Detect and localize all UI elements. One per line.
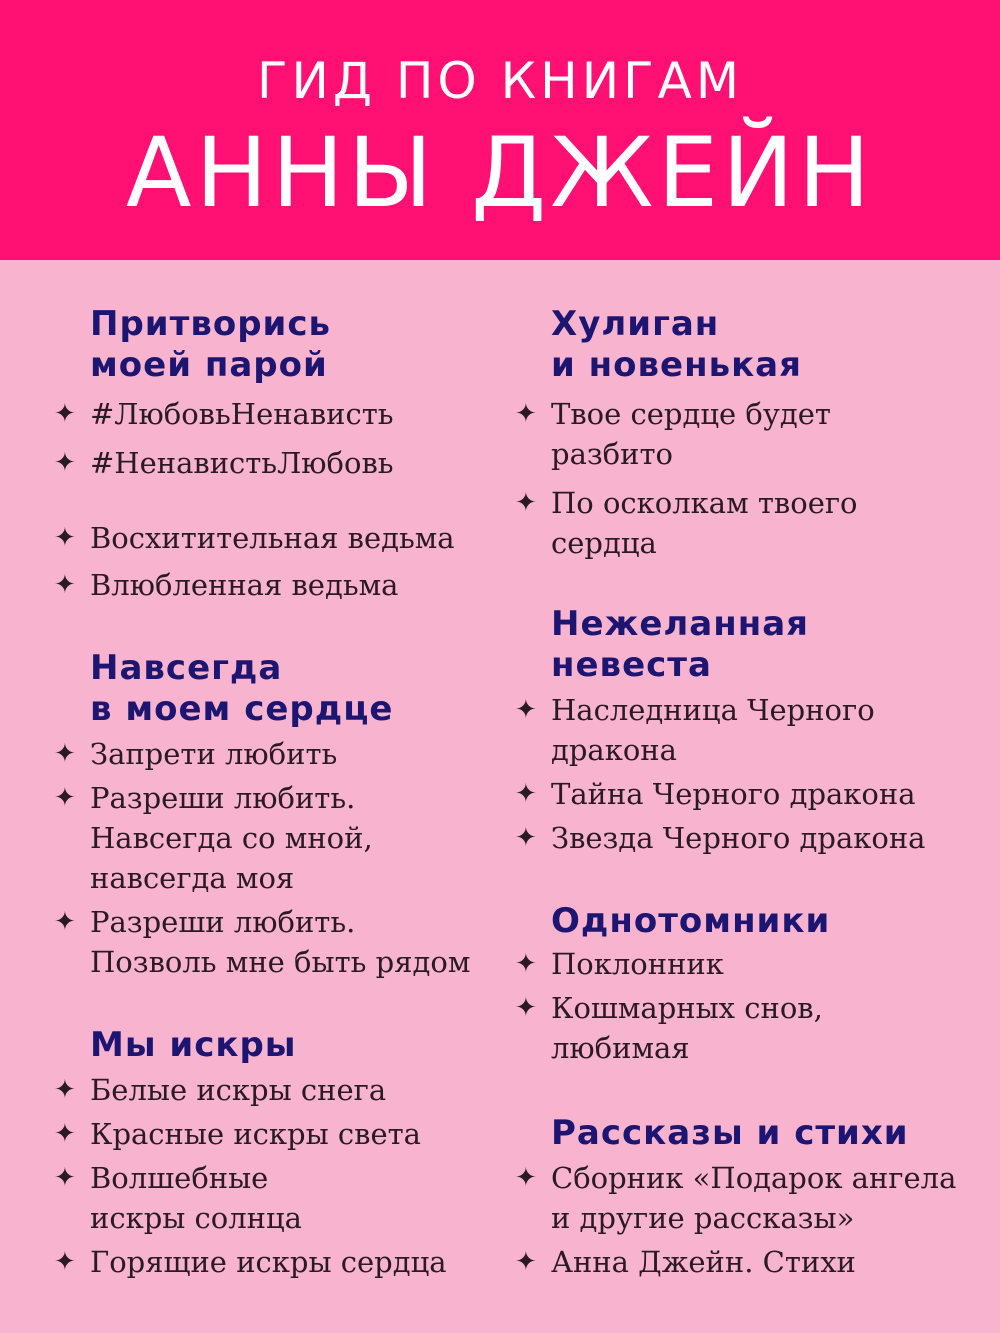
star-bullet-icon: ✦ bbox=[515, 1163, 537, 1193]
section-title: Рассказы и стихи bbox=[551, 1113, 909, 1153]
star-bullet-icon: ✦ bbox=[54, 1247, 76, 1277]
star-bullet-icon: ✦ bbox=[515, 823, 537, 853]
book-title: Разреши любить. Навсегда со мной, навсегда моя bbox=[90, 781, 373, 895]
star-bullet-icon: ✦ bbox=[54, 783, 76, 813]
book-item bbox=[515, 1242, 990, 1282]
book-item bbox=[515, 818, 985, 858]
book-title: Анна Джейн. Стихи bbox=[551, 1245, 856, 1279]
book-item bbox=[54, 1158, 494, 1238]
section-title: Притворись моей парой bbox=[90, 304, 332, 385]
book-title: Красные искры света bbox=[90, 1117, 421, 1151]
book-title: Тайна Черного дракона bbox=[551, 777, 916, 811]
book-title: Запрети любить bbox=[90, 737, 338, 771]
section-stories-and-poems bbox=[515, 1113, 990, 1282]
book-title: Кошмарных снов, любимая bbox=[551, 991, 823, 1065]
star-bullet-icon: ✦ bbox=[515, 779, 537, 809]
book-title: По осколкам твоего сердца bbox=[551, 486, 858, 560]
book-title: Твое сердце будет разбито bbox=[551, 397, 831, 471]
book-item bbox=[54, 394, 494, 434]
star-bullet-icon: ✦ bbox=[515, 1247, 537, 1277]
star-bullet-icon: ✦ bbox=[54, 448, 76, 478]
book-item bbox=[515, 774, 985, 814]
book-item bbox=[54, 443, 494, 483]
book-title: Разреши любить. Позволь мне быть рядом bbox=[90, 905, 471, 979]
book-item bbox=[54, 565, 494, 605]
star-bullet-icon: ✦ bbox=[54, 1075, 76, 1105]
book-guide-content bbox=[0, 260, 1000, 1333]
book-item bbox=[54, 778, 504, 898]
section-forever-in-my-heart bbox=[54, 648, 504, 982]
book-item bbox=[515, 1158, 990, 1238]
star-bullet-icon: ✦ bbox=[515, 399, 537, 429]
section-title: Нежеланная невеста bbox=[551, 604, 810, 685]
book-item bbox=[515, 483, 975, 563]
book-title: #ЛюбовьНенависть bbox=[90, 397, 394, 431]
section-we-are-sparks bbox=[54, 1025, 494, 1282]
book-item bbox=[54, 1070, 494, 1110]
book-title: Влюбленная ведьма bbox=[90, 568, 399, 602]
book-item bbox=[54, 734, 504, 774]
book-title: Волшебные искры солнца bbox=[90, 1161, 302, 1235]
book-item bbox=[515, 690, 985, 770]
star-bullet-icon: ✦ bbox=[54, 907, 76, 937]
header-title: АННЫ ДЖЕЙН bbox=[125, 117, 875, 229]
header-banner bbox=[0, 0, 1000, 260]
star-bullet-icon: ✦ bbox=[54, 523, 76, 553]
star-bullet-icon: ✦ bbox=[54, 1163, 76, 1193]
section-standalones bbox=[515, 901, 975, 1068]
book-item bbox=[54, 1114, 494, 1154]
star-bullet-icon: ✦ bbox=[54, 739, 76, 769]
section-unwanted-bride bbox=[515, 604, 985, 858]
header-subtitle: ГИД ПО КНИГАМ bbox=[256, 52, 744, 110]
star-bullet-icon: ✦ bbox=[54, 399, 76, 429]
book-item bbox=[515, 394, 975, 474]
book-title: Белые искры снега bbox=[90, 1073, 387, 1107]
book-title: Сборник «Подарок ангела и другие рассказы» bbox=[551, 1161, 957, 1235]
book-title: Восхитительная ведьма bbox=[90, 521, 455, 555]
book-title: #НенавистьЛюбовь bbox=[90, 446, 394, 480]
section-title: Хулиган и новенькая bbox=[551, 304, 802, 385]
section-witch bbox=[54, 518, 494, 605]
star-bullet-icon: ✦ bbox=[54, 570, 76, 600]
book-title: Наследница Черного дракона bbox=[551, 693, 875, 767]
section-pretend-my-pair bbox=[54, 304, 494, 483]
book-item bbox=[515, 944, 975, 984]
book-item bbox=[54, 902, 504, 982]
book-item bbox=[54, 1242, 494, 1282]
section-title: Навсегда в моем сердце bbox=[90, 648, 394, 729]
book-item bbox=[515, 988, 975, 1068]
section-title: Мы искры bbox=[90, 1025, 297, 1065]
star-bullet-icon: ✦ bbox=[515, 695, 537, 725]
section-title: Однотомники bbox=[551, 901, 831, 941]
star-bullet-icon: ✦ bbox=[54, 1119, 76, 1149]
star-bullet-icon: ✦ bbox=[515, 993, 537, 1023]
star-bullet-icon: ✦ bbox=[515, 488, 537, 518]
book-title: Горящие искры сердца bbox=[90, 1245, 447, 1279]
section-bully-and-new-girl bbox=[515, 304, 975, 563]
book-title: Поклонник bbox=[551, 947, 724, 981]
book-item bbox=[54, 518, 494, 558]
book-title: Звезда Черного дракона bbox=[551, 821, 926, 855]
star-bullet-icon: ✦ bbox=[515, 949, 537, 979]
